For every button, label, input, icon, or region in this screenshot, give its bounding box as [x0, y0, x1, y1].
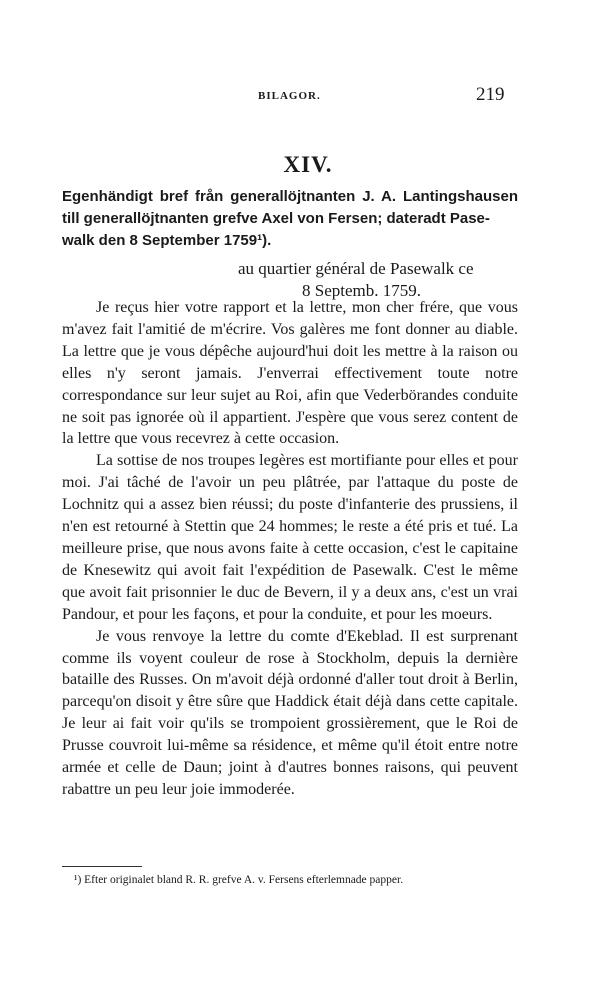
- dateline-place: au quartier général de Pasewalk ce: [238, 259, 474, 278]
- paragraph: Je vous renvoye la lettre du comte d'Ekeblad. Il est surprenant comme ils voyent couleur de rose à Stockholm, depuis la dernière bataille des Russes. On m'avoit déjà ordonné d'aller tout droit à Berlin, parcequ'on disoit y être sûre que Haddick était déjà dans cette capitale. Je leur ai fait voir qu'ils se trompoient grossièrement, que le Roi de Prusse couvroit lui-même sa résidence, et même qu'il étoit entre notre armée et celle de Daun; joint à d'autres bonnes raisons, qui peuvent rabattre un peu leur joie immoderée.: [62, 627, 518, 798]
- footnote: ¹) Efter originalet bland R. R. grefve A. v. Fersens efterlemnade papper.: [74, 874, 404, 886]
- paragraph: Je reçus hier votre rapport et la lettre, mon cher frére, que vous m'avez fait l'amitié de m'écrire. Vos galères me font donner au diable. La lettre que je vous dépêche aujourd'hui doit les mettre à la raison ou elles n'y seront jamais. J'enverrai effectivement toute notre correspondance sur leur sujet au Roi, afin que Vederbörandes conduite ne soit pas ignorée où il appartient. J'espère que vous serez content de la lettre que vous recevrez à cette occasion.: [62, 299, 518, 448]
- letter-body: [62, 297, 518, 801]
- dateline: [238, 258, 518, 302]
- chapter-heading: XIV.: [283, 152, 333, 177]
- letter-title-main: Egenhändigt bref från generallöjtnanten J. A. Lantingshausen till generallöjtnanten grefve Axel von Fersen; dateradt Pase-: [62, 188, 518, 227]
- paragraph: La sottise de nos troupes legères est mortifiante pour elles et pour moi. J'ai tâché de l'avoir un peu plâtrée, par l'attaque du poste de Lochnitz qui a assez bien réussi; du poste d'infanterie des prussiens, il n'en est retourné à Stettin que 24 hommes; le reste a été pris et tué. La meilleure prise, que nous avons faite à cette occasion, c'est le capitaine de Knesewitz qui avoit fait l'expédition de Pasewalk. C'est le même que avoit fait prisonnier le duc de Bevern, il y a deux ans, c'est un vrai Pandour, et pour les façons, et pour la conduite, et pour les moeurs.: [62, 452, 518, 623]
- footnote-divider: [62, 866, 142, 867]
- running-head: BILAGOR.: [258, 90, 321, 102]
- page-number: 219: [476, 84, 505, 105]
- letter-title-last-line: walk den 8 September 1759¹).: [62, 232, 272, 249]
- letter-title: [62, 186, 518, 252]
- dateline-date: 8 Septemb. 1759.: [302, 281, 421, 300]
- page-header: [0, 84, 616, 108]
